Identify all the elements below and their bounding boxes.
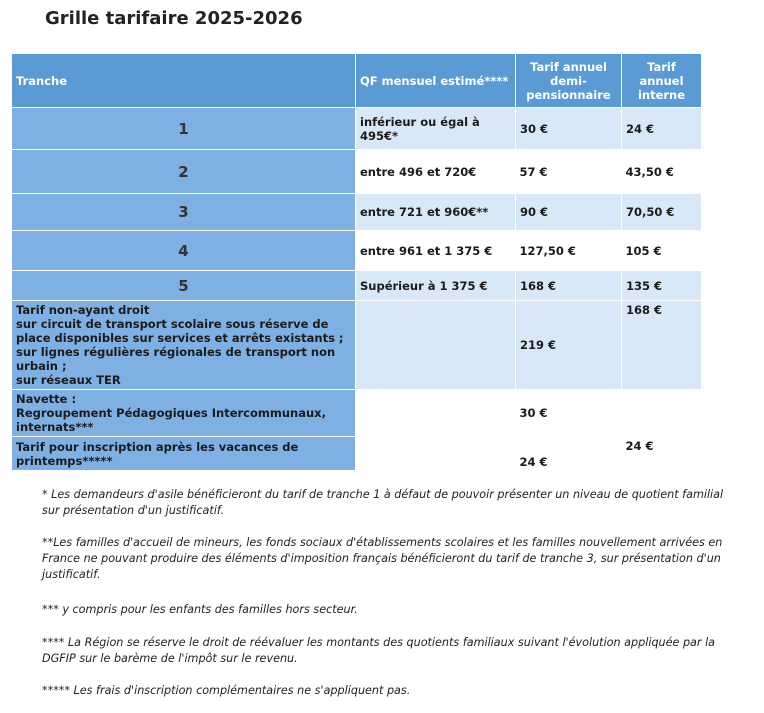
tranche-cell: 4 — [12, 231, 356, 271]
interne-cell: 168 € — [622, 301, 702, 390]
tranche-cell: 2 — [12, 150, 356, 194]
qf-cell-empty — [356, 437, 516, 471]
header-interne: Tarif annuel interne — [622, 54, 702, 108]
footnote: *** y compris pour les enfants des familles hors secteur. — [42, 603, 358, 616]
navette-line: Regroupement Pédagogiques Intercommunaux, internats*** — [16, 406, 326, 434]
footnote: **Les familles d'accueil de mineurs, les fonds sociaux d'établissements scolaires et les familles nouvellement arrivées en France ne pouvant produire des éléments d'imposition français bénéficieront du tarif de tranche 3, sur présentation d'un justificatif. — [42, 536, 723, 581]
table-row — [12, 150, 702, 194]
table-row — [12, 231, 702, 271]
qf-cell: Supérieur à 1 375 € — [356, 271, 516, 301]
demi-cell: 30 € — [516, 108, 622, 150]
demi-cell: 219 € — [516, 301, 622, 390]
tariff-table — [11, 53, 702, 471]
interne-cell: 24 € — [622, 437, 702, 471]
qf-cell-empty — [356, 301, 516, 390]
interne-cell: 70,50 € — [622, 194, 702, 231]
navette-label — [12, 390, 356, 437]
header-demi-pensionnaire: Tarif annuel demi-pensionnaire — [516, 54, 622, 108]
page-title: Grille tarifaire 2025-2026 — [45, 8, 303, 29]
table-row-inscription — [12, 437, 702, 471]
interne-cell: 105 € — [622, 231, 702, 271]
qf-cell: inférieur ou égal à 495€* — [356, 108, 516, 150]
qf-cell: entre 961 et 1 375 € — [356, 231, 516, 271]
tranche-cell: 1 — [12, 108, 356, 150]
non-ayant-droit-label — [12, 301, 356, 390]
interne-cell: 24 € — [622, 108, 702, 150]
demi-cell: 127,50 € — [516, 231, 622, 271]
footnote: ***** Les frais d'inscription complémentaires ne s'appliquent pas. — [42, 684, 411, 697]
footnote: * Les demandeurs d'asile bénéficieront du tarif de tranche 1 à défaut de pouvoir présenter un niveau de quotient familial sur présentation d'un justificatif. — [42, 488, 724, 517]
table-row — [12, 194, 702, 231]
tranche-cell: 3 — [12, 194, 356, 231]
qf-cell: entre 721 et 960€** — [356, 194, 516, 231]
interne-cell: 43,50 € — [622, 150, 702, 194]
qf-cell-empty — [356, 390, 516, 437]
demi-cell: 57 € — [516, 150, 622, 194]
demi-cell: 24 € — [516, 437, 622, 471]
interne-cell: 135 € — [622, 271, 702, 301]
demi-cell: 90 € — [516, 194, 622, 231]
table-header-row — [12, 54, 702, 108]
table-row-navette — [12, 390, 702, 437]
demi-cell: 30 € — [516, 390, 622, 437]
interne-cell-empty — [622, 390, 702, 437]
table-row — [12, 271, 702, 301]
demi-cell: 168 € — [516, 271, 622, 301]
navette-title: Navette : — [16, 392, 77, 406]
tranche-cell: 5 — [12, 271, 356, 301]
qf-cell: entre 496 et 720€ — [356, 150, 516, 194]
non-ayant-droit-line: sur réseaux TER — [16, 373, 121, 387]
header-qf: QF mensuel estimé**** — [356, 54, 516, 108]
table-row-non-ayant-droit — [12, 301, 702, 390]
table-row — [12, 108, 702, 150]
non-ayant-droit-title: Tarif non-ayant droit — [16, 303, 150, 317]
footnote: **** La Région se réserve le droit de réévaluer les montants des quotients familiaux suivant l'évolution appliquée par la DGFIP sur le barème de l'impôt sur le revenu. — [42, 636, 716, 665]
inscription-label: Tarif pour inscription après les vacances de printemps***** — [12, 437, 356, 471]
header-tranche: Tranche — [12, 54, 356, 108]
non-ayant-droit-line: sur circuit de transport scolaire sous réserve de place disponibles sur services et arrêts existants ; — [16, 317, 344, 345]
non-ayant-droit-line: sur lignes régulières régionales de transport non urbain ; — [16, 345, 336, 373]
